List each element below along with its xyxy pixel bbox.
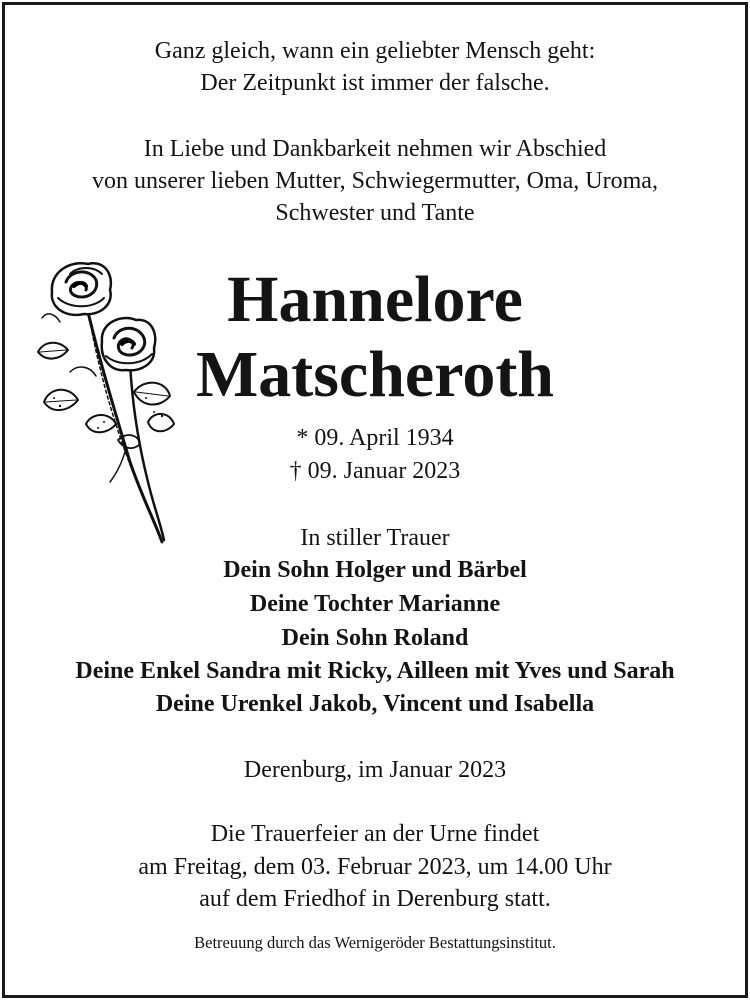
death-date: † 09. Januar 2023 bbox=[289, 458, 461, 484]
mourner-line: Deine Tochter Marianne bbox=[249, 591, 501, 617]
ceremony-line-2: am Freitag, dem 03. Februar 2023, um 14.00 Uhr bbox=[138, 854, 612, 880]
ceremony-line-1: Die Trauerfeier an der Urne findet bbox=[210, 821, 540, 847]
deceased-first-name: Hannelore bbox=[227, 263, 523, 336]
place-date: Derenburg, im Januar 2023 bbox=[243, 757, 507, 783]
mourner-line: Dein Sohn Roland bbox=[281, 625, 469, 651]
footer-credit: Betreuung durch das Wernigeröder Bestattungsinstitut. bbox=[194, 933, 556, 952]
mourner-line: Deine Enkel Sandra mit Ricky, Ailleen mit Yves und Sarah bbox=[75, 658, 675, 684]
intro-line-3: In Liebe und Dankbarkeit nehmen wir Abschied bbox=[143, 136, 607, 162]
intro-line-2: Der Zeitpunkt ist immer der falsche. bbox=[200, 70, 550, 96]
ceremony-line-3: auf dem Friedhof in Derenburg statt. bbox=[199, 886, 551, 912]
mourners-heading: In stiller Trauer bbox=[300, 525, 450, 551]
birth-date: * 09. April 1934 bbox=[296, 425, 454, 451]
mourner-line: Dein Sohn Holger und Bärbel bbox=[223, 557, 527, 583]
mourner-line: Deine Urenkel Jakob, Vincent und Isabella bbox=[155, 691, 595, 717]
intro-line-5: Schwester und Tante bbox=[275, 200, 475, 226]
intro-line-1: Ganz gleich, wann ein geliebter Mensch geht: bbox=[154, 38, 596, 64]
deceased-last-name: Matscheroth bbox=[195, 338, 555, 411]
intro-line-4: von unserer lieben Mutter, Schwiegermutter, Oma, Uroma, bbox=[92, 168, 658, 194]
